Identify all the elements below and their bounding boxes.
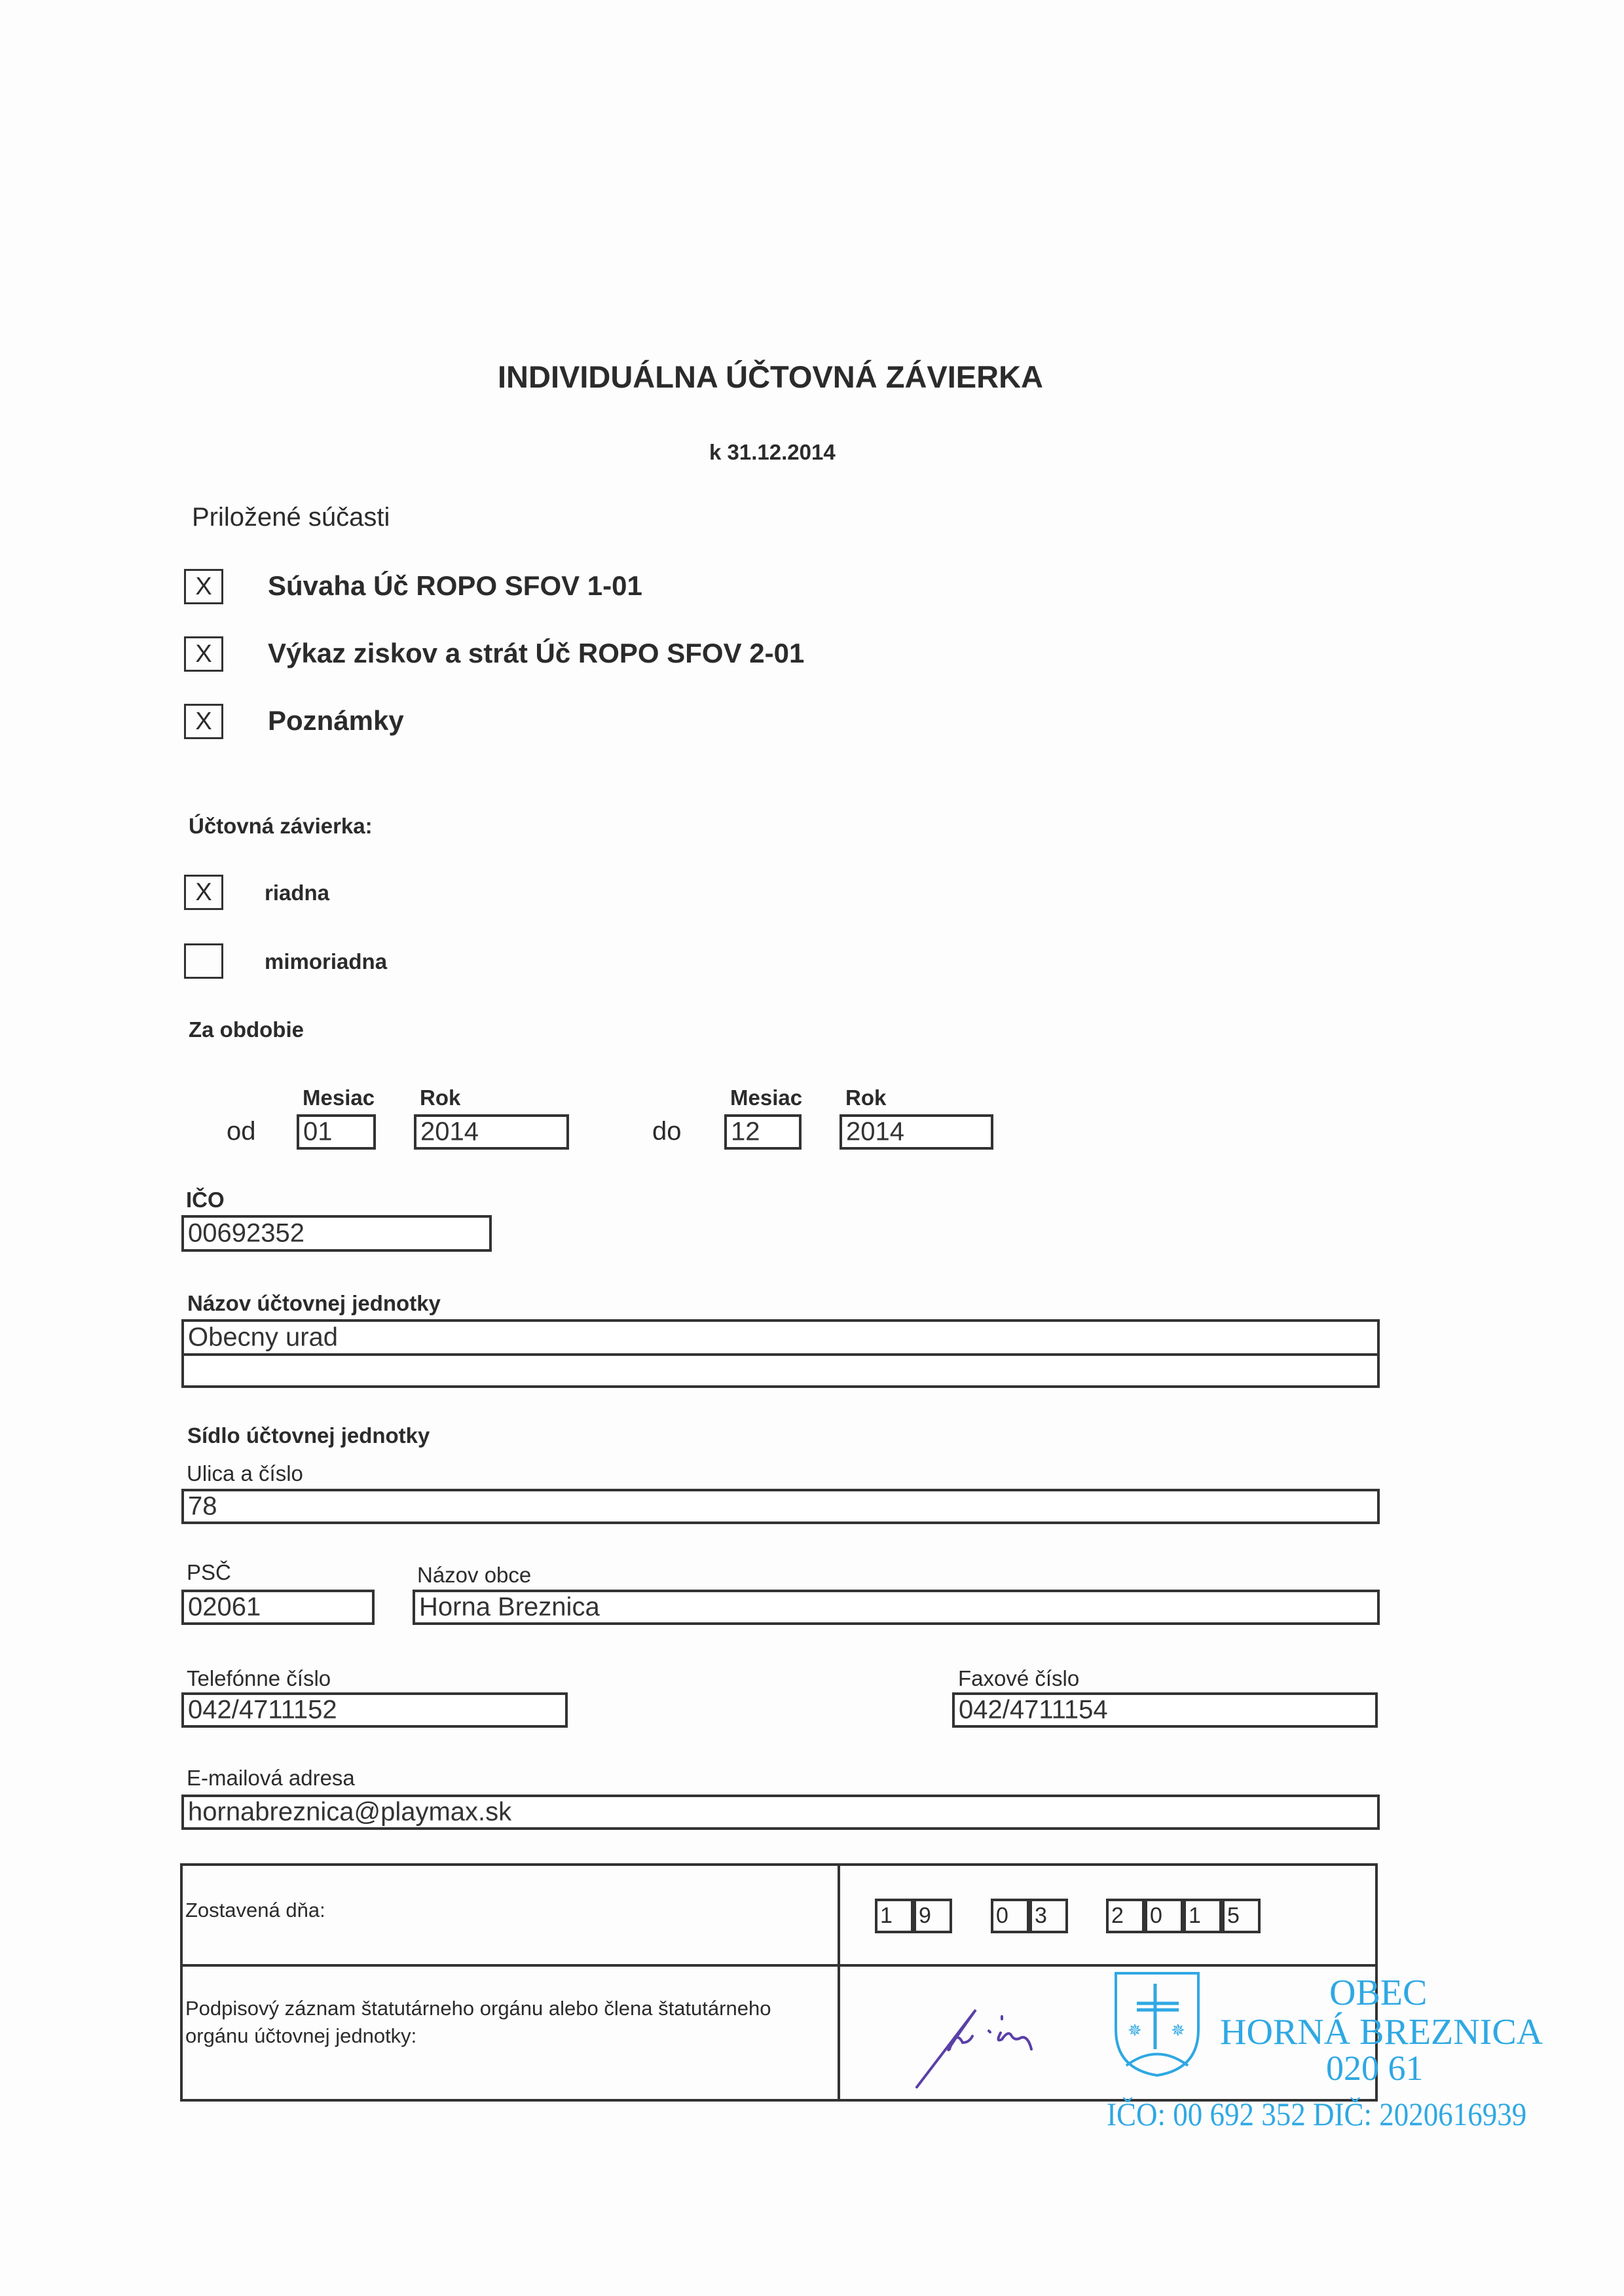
- from-month-field[interactable]: [297, 1114, 376, 1150]
- to-year-value: 2014: [846, 1117, 904, 1146]
- checkbox-riadna[interactable]: X: [184, 875, 223, 910]
- ico-field[interactable]: [181, 1215, 492, 1252]
- email-label: E-mailová adresa: [187, 1766, 355, 1790]
- attachment-label: Výkaz ziskov a strát Úč ROPO SFOV 2-01: [268, 638, 805, 668]
- attachments-heading: Priložené súčasti: [192, 503, 390, 532]
- option-mimoriadna-label: mimoriadna: [265, 949, 388, 974]
- year-digit-2[interactable]: 0: [1145, 1899, 1183, 1933]
- psc-value: 02061: [188, 1592, 261, 1622]
- attachment-label: Súvaha Úč ROPO SFOV 1-01: [268, 570, 642, 601]
- checkbox-suvaha[interactable]: X: [184, 569, 223, 604]
- signature-label-1: Podpisový záznam štatutárneho orgánu alebo člena štatutárneho: [185, 1997, 771, 2020]
- entity-name-value: Obecny urad: [188, 1322, 339, 1352]
- stamp-ids: IČO: 00 692 352 DIČ: 2020616939: [1107, 2096, 1527, 2132]
- from-year-value: 2014: [420, 1117, 479, 1146]
- to-label: do: [652, 1117, 682, 1146]
- period-heading: Za obdobie: [189, 1017, 304, 1042]
- option-riadna-label: riadna: [265, 881, 330, 905]
- signature-label-2: orgánu účtovnej jednotky:: [185, 2024, 417, 2047]
- to-month-value: 12: [731, 1117, 760, 1146]
- from-label: od: [227, 1117, 256, 1146]
- compiled-label: Zostavená dňa:: [185, 1899, 325, 1922]
- to-month-label: Mesiac: [730, 1085, 803, 1110]
- checkbox-poznamky[interactable]: X: [184, 704, 223, 739]
- street-field[interactable]: [181, 1489, 1380, 1524]
- town-value: Horna Breznica: [419, 1592, 600, 1622]
- from-month-label: Mesiac: [303, 1085, 375, 1110]
- street-value: 78: [188, 1491, 217, 1521]
- coat-of-arms-stamp-icon: [1113, 1971, 1202, 2079]
- phone-value: 042/4711152: [188, 1695, 337, 1724]
- month-digit-1[interactable]: 0: [991, 1899, 1029, 1933]
- psc-label: PSČ: [187, 1560, 231, 1584]
- street-label: Ulica a číslo: [187, 1461, 303, 1485]
- document-title: INDIVIDUÁLNA ÚČTOVNÁ ZÁVIERKA: [498, 359, 1043, 394]
- from-year-label: Rok: [420, 1085, 461, 1110]
- fax-value: 042/4711154: [959, 1695, 1108, 1724]
- entity-name-label: Názov účtovnej jednotky: [187, 1291, 441, 1315]
- checkbox-vykaz[interactable]: X: [184, 636, 223, 672]
- phone-field[interactable]: [181, 1692, 568, 1728]
- month-digit-2[interactable]: 3: [1029, 1899, 1068, 1933]
- statement-type-heading: Účtovná závierka:: [189, 814, 373, 838]
- to-year-field[interactable]: [840, 1114, 993, 1150]
- ico-value: 00692352: [188, 1218, 304, 1248]
- email-value: hornabreznica@playmax.sk: [188, 1797, 512, 1827]
- stamp-obec: OBEC: [1329, 1973, 1428, 2013]
- from-year-field[interactable]: [414, 1114, 569, 1150]
- table-divider-vertical: [838, 1866, 840, 2099]
- entity-name-field-line1[interactable]: [181, 1319, 1380, 1356]
- document-date: k 31.12.2014: [709, 440, 836, 464]
- year-digit-1[interactable]: 2: [1106, 1899, 1145, 1933]
- fax-field[interactable]: [952, 1692, 1378, 1728]
- attachment-label: Poznámky: [268, 705, 404, 736]
- svg-text:✵: ✵: [1128, 2020, 1142, 2040]
- phone-label: Telefónne číslo: [187, 1666, 331, 1690]
- town-field[interactable]: [413, 1590, 1380, 1625]
- stamp-name: HORNÁ BREZNICA: [1220, 2012, 1543, 2052]
- checkbox-mimoriadna[interactable]: [184, 943, 223, 979]
- from-month-value: 01: [303, 1117, 333, 1146]
- psc-field[interactable]: [181, 1590, 375, 1625]
- seat-heading: Sídlo účtovnej jednotky: [187, 1423, 430, 1448]
- year-digit-3[interactable]: 1: [1183, 1899, 1222, 1933]
- year-digit-4[interactable]: 5: [1222, 1899, 1261, 1933]
- to-month-field[interactable]: [724, 1114, 802, 1150]
- table-divider-horizontal: [183, 1964, 1375, 1967]
- fax-label: Faxové číslo: [958, 1666, 1080, 1690]
- email-field[interactable]: [181, 1795, 1380, 1830]
- ico-label: IČO: [186, 1188, 225, 1212]
- stamp-psc: 020 61: [1326, 2049, 1424, 2088]
- day-digit-1[interactable]: 1: [875, 1899, 913, 1933]
- svg-text:✵: ✵: [1171, 2020, 1185, 2040]
- town-label: Názov obce: [417, 1563, 532, 1587]
- day-digit-2[interactable]: 9: [913, 1899, 952, 1933]
- to-year-label: Rok: [845, 1085, 887, 1110]
- entity-name-field-line2[interactable]: [181, 1353, 1380, 1388]
